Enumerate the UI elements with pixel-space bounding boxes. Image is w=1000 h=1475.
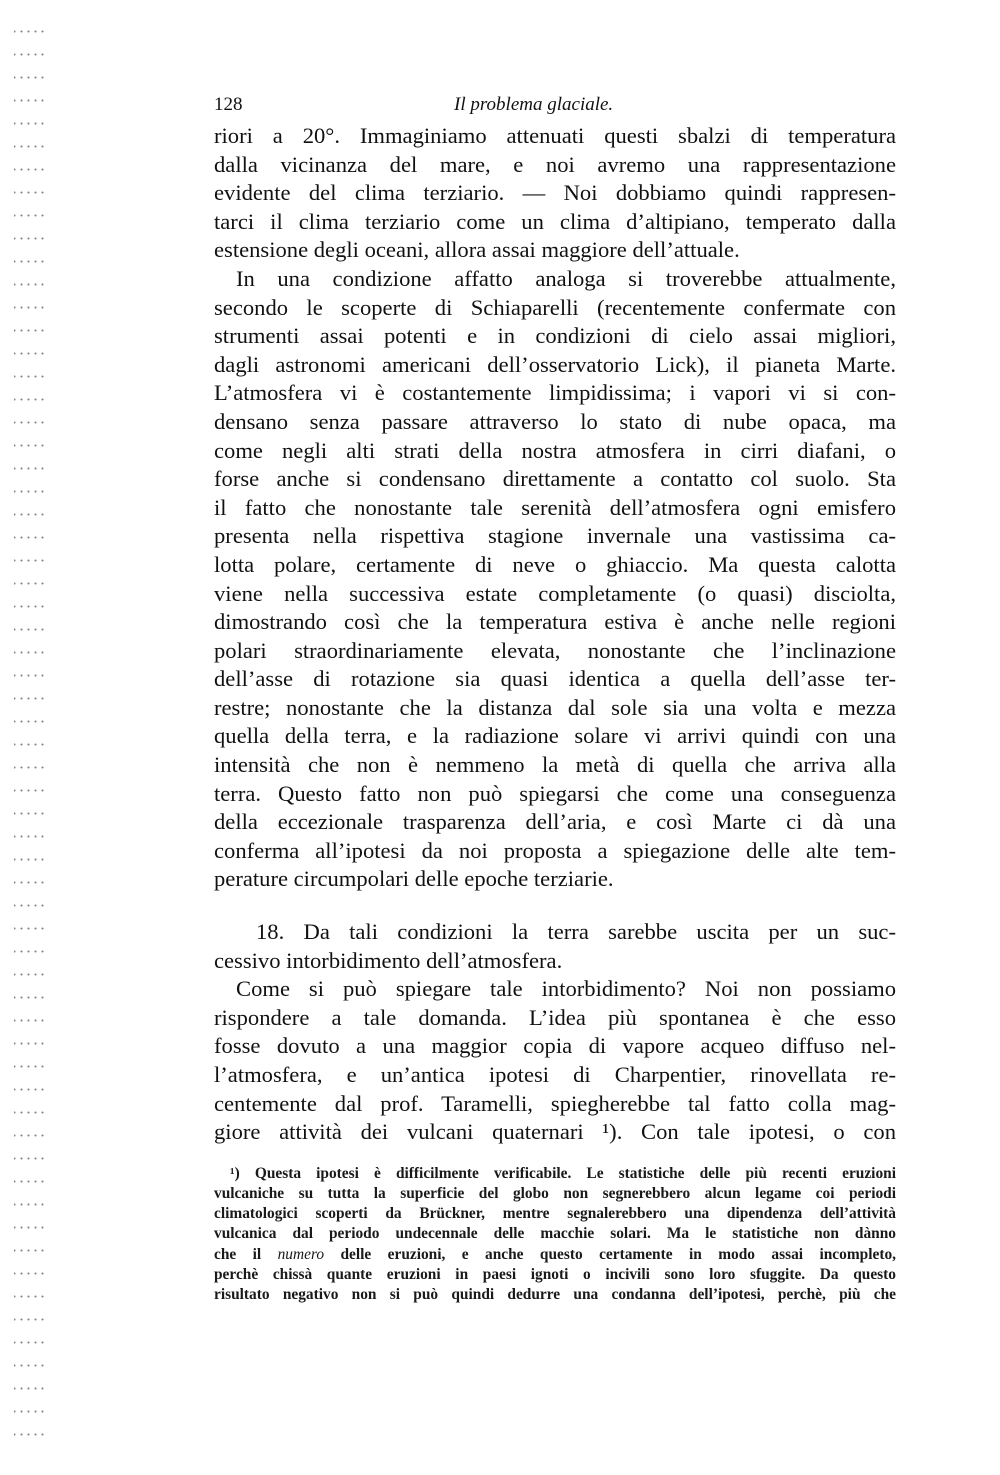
footnote-line-with-italic bbox=[214, 1245, 896, 1265]
footnote-line: ¹) Questa ipotesi è difficilmente verificabile. Le statistiche delle più recenti eruzioni bbox=[230, 1164, 896, 1182]
text-line: quella della terra, e la radiazione solare vi arrivi quindi con una bbox=[214, 723, 896, 749]
text-line: terra. Questo fatto non può spiegarsi che come una conseguenza bbox=[214, 780, 896, 806]
footnote-italic-word: numero bbox=[277, 1245, 325, 1263]
section-gap bbox=[214, 894, 896, 918]
footnote bbox=[214, 1164, 896, 1305]
text-line: come negli alti strati della nostra atmosfera in cirri diafani, o bbox=[214, 437, 896, 463]
text-line: rispondere a tale domanda. L’idea più spontanea è che esso bbox=[214, 1004, 896, 1030]
text-line: dalla vicinanza del mare, e noi avremo una rappresentazione bbox=[214, 151, 896, 177]
footnote-text: delle eruzioni, e anche questo certamente in modo assai incompleto, bbox=[324, 1245, 896, 1263]
text-line: evidente del clima terziario. — Noi dobbiamo quindi rappresen- bbox=[214, 180, 896, 206]
page-number: 128 bbox=[214, 94, 243, 115]
footnote-line: vulcaniche su tutta la superficie del globo non segnerebbero alcun legame coi periodi bbox=[214, 1184, 896, 1202]
text-line: cessivo intorbidimento dell’atmosfera. bbox=[214, 947, 563, 973]
text-line: strumenti assai potenti e in condizioni di cielo assai migliori, bbox=[214, 323, 896, 349]
text-line: polari straordinariamente elevata, nonostante che l’inclinazione bbox=[214, 637, 896, 663]
text-line: conferma all’ipotesi da noi proposta a spiegazione delle alte tem- bbox=[214, 837, 896, 863]
text-line: il fatto che nonostante tale serenità dell’atmosfera ogni emisfero bbox=[214, 494, 896, 520]
scan-margin-artifacts bbox=[14, 20, 44, 1450]
book-page bbox=[214, 92, 896, 1305]
text-line: fosse dovuto a una maggior copia di vapore acqueo diffuso nel- bbox=[214, 1033, 896, 1059]
text-line: della eccezionale trasparenza dell’aria, e così Marte ci dà una bbox=[214, 809, 896, 835]
text-line: estensione degli oceani, allora assai maggiore dell’attuale. bbox=[214, 237, 740, 263]
text-line: forse anche si condensano direttamente a contatto col suolo. Sta bbox=[214, 466, 896, 492]
text-line: tarci il clima terziario come un clima d’altipiano, temperato dalla bbox=[214, 208, 896, 234]
footnote-line: vulcanica dal periodo undecennale delle macchie solari. Ma le statistiche non dànno bbox=[214, 1225, 896, 1243]
running-title: Il problema glaciale. bbox=[454, 94, 614, 115]
main-text bbox=[214, 122, 896, 1147]
text-line: L’atmosfera vi è costantemente limpidissima; i vapori vi si con- bbox=[214, 380, 896, 406]
text-line: l’atmosfera, e un’antica ipotesi di Charpentier, rinovellata re- bbox=[214, 1062, 896, 1087]
paragraph-continuation bbox=[214, 122, 896, 265]
text-line: secondo le scoperte di Schiaparelli (recentemente confermate con bbox=[214, 294, 896, 320]
text-line: lotta polare, certamente di neve o ghiaccio. Ma questa calotta bbox=[214, 551, 896, 577]
running-head bbox=[214, 92, 896, 122]
footnote-line: climatologici scoperti da Brückner, mentre segnalerebbero una dipendenza dell’attività bbox=[214, 1205, 896, 1223]
text-line: densano senza passare attraverso lo stato di nube opaca, ma bbox=[214, 408, 896, 434]
paragraph-intorbidimento bbox=[214, 975, 896, 1147]
text-line: Come si può spiegare tale intorbidimento? Noi non possiamo bbox=[236, 976, 896, 1002]
footnote-line: perchè chissà quante eruzioni in paesi ignoti o incivili sono loro sfuggite. Da questo bbox=[214, 1265, 896, 1283]
text-line: centemente dal prof. Taramelli, spiegherebbe tal fatto colla mag- bbox=[214, 1090, 896, 1116]
text-line: viene nella successiva estate completamente (o quasi) disciolta, bbox=[214, 580, 896, 606]
text-line: In una condizione affatto analoga si troverebbe attualmente, bbox=[236, 265, 896, 291]
text-line: dell’asse di rotazione sia quasi identica a quella dell’asse ter- bbox=[214, 666, 896, 692]
paragraph-mars bbox=[214, 265, 896, 894]
footnote-text: che il bbox=[214, 1245, 278, 1263]
section-18-paragraph bbox=[214, 918, 896, 975]
text-line: presenta nella rispettiva stagione invernale una vastissima ca- bbox=[214, 523, 896, 549]
text-line: riori a 20°. Immaginiamo attenuati questi sbalzi di temperatura bbox=[214, 123, 896, 148]
text-line: intensità che non è nemmeno la metà di quella che arriva alla bbox=[214, 752, 896, 778]
text-line: restre; nonostante che la distanza dal sole sia una volta e mezza bbox=[214, 694, 896, 720]
text-line: 18. Da tali condizioni la terra sarebbe uscita per un suc- bbox=[256, 919, 896, 945]
text-line: dagli astronomi americani dell’osservatorio Lick), il pianeta Marte. bbox=[214, 351, 896, 377]
text-line: giore attività dei vulcani quaternari ¹). Con tale ipotesi, o con bbox=[214, 1119, 896, 1145]
footnote-line: risultato negativo non si può quindi dedurre una condanna dell’ipotesi, perchè, più che bbox=[214, 1285, 896, 1303]
text-line: perature circumpolari delle epoche terziarie. bbox=[214, 866, 614, 892]
text-line: dimostrando così che la temperatura estiva è anche nelle regioni bbox=[214, 609, 896, 635]
